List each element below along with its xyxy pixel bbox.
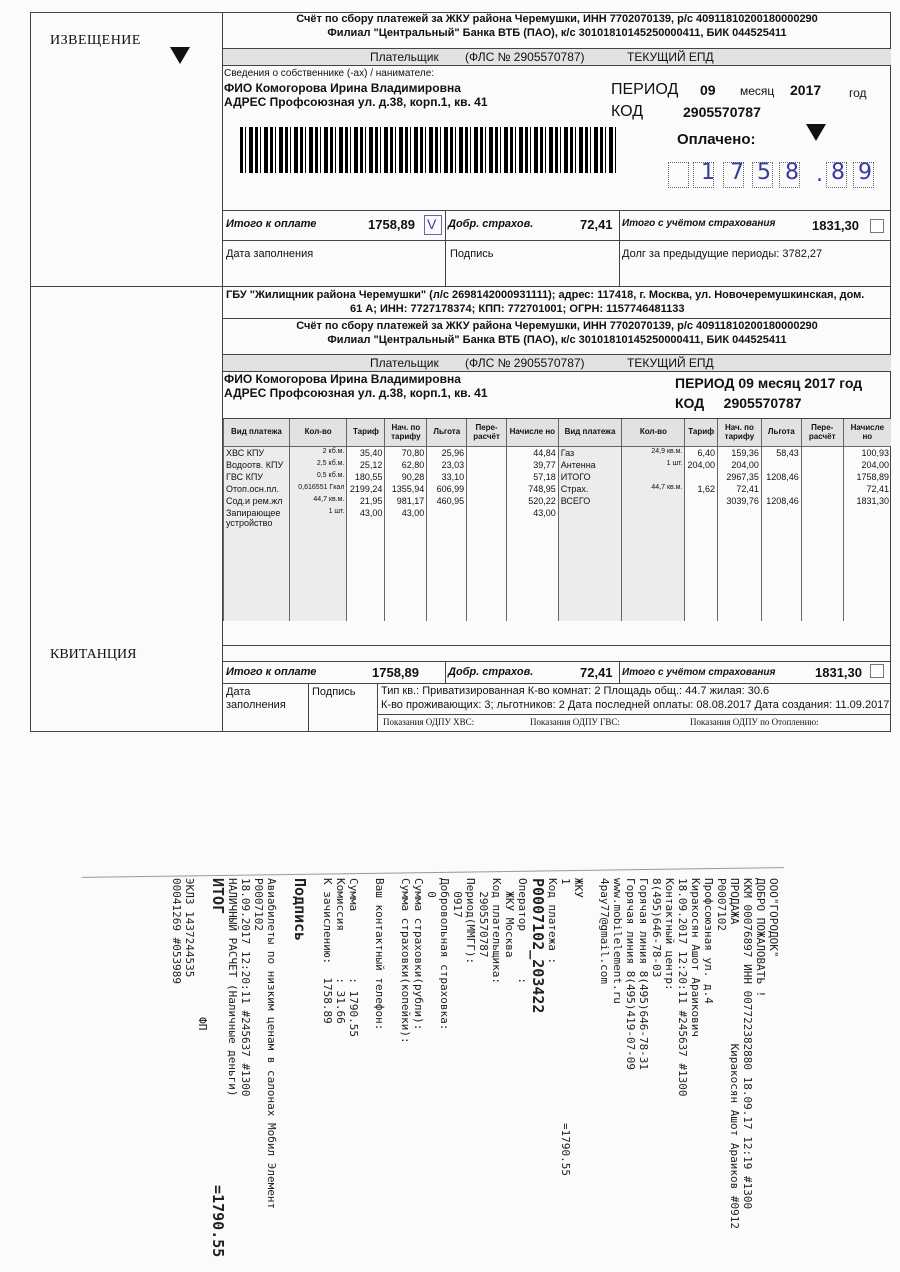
sign-label: Подпись xyxy=(312,686,356,698)
table-header-cell: Пере-расчёт xyxy=(467,418,507,446)
owner-fio: ФИО Комогорова Ирина Владимировна xyxy=(224,372,461,386)
table-header-cell: Вид платежа xyxy=(224,418,290,446)
cheque-line: 8(495)646-78-03 xyxy=(650,878,663,978)
with-insurance-label: Итого с учётом страхования xyxy=(622,218,776,229)
table-cell: 57,18 xyxy=(506,471,558,483)
table-cell xyxy=(761,483,801,495)
paid-digit: 1 xyxy=(701,160,715,185)
debt-label: Долг за предыдущие периоды: 3782,27 xyxy=(622,248,823,260)
cheque-line: ККМ 00076897 ИНН 007722382880 18.09.17 12:19 #1300 xyxy=(741,878,754,1210)
cheque-line: Код плательщика: xyxy=(490,878,503,984)
table-cell: 72,41 xyxy=(843,483,891,495)
paid-label: Оплачено: xyxy=(677,131,756,148)
table-cell xyxy=(427,507,467,529)
table-cell: 1758,89 xyxy=(843,471,891,483)
table-cell: 70,80 xyxy=(385,446,427,459)
table-cell: 2 кб.м. xyxy=(289,446,347,459)
with-insurance-label: Итого с учётом страхования xyxy=(622,667,776,678)
cheque-line: ФП xyxy=(196,878,209,1031)
table-top-line xyxy=(223,418,891,419)
table-cell: 44,7 кв.м. xyxy=(622,483,685,495)
table-cell: 204,00 xyxy=(685,459,718,471)
paid-digit: 8 xyxy=(785,160,799,185)
cheque-lines xyxy=(170,878,780,1258)
table-cell: Водоотв. КПУ xyxy=(224,459,290,471)
table-cell: 0,5 кб.м. xyxy=(289,471,347,483)
total-value: 1758,89 xyxy=(368,217,415,232)
cheque-line: Ваш контактный телефон: xyxy=(373,878,386,1031)
cheque-line: www.mobilelement.ru xyxy=(611,878,624,1004)
cheque-line: Комиссия : 31.66 xyxy=(334,878,347,1024)
table-cell xyxy=(801,471,843,483)
table-cell xyxy=(622,471,685,483)
table-cell: 3039,76 xyxy=(717,495,761,507)
paid-decimal-point: . xyxy=(816,162,823,187)
table-cell xyxy=(801,507,843,529)
cheque-line: ЭКЛЗ 1437244535 xyxy=(183,878,196,978)
table-cell: Запирающее устройство xyxy=(224,507,290,529)
payer-label: Плательщик xyxy=(370,50,439,64)
arrow-down-icon xyxy=(170,47,190,65)
cheque-line: 0 xyxy=(425,878,438,898)
cheque-line xyxy=(360,878,373,1248)
cheque-line: Код платежа : xyxy=(546,878,559,965)
table-cell xyxy=(801,459,843,471)
table-cell: 23,03 xyxy=(427,459,467,471)
cheque-line: ЖКУ Москва xyxy=(503,878,516,958)
cheque-line xyxy=(585,878,598,1248)
apartment-info-line2: К-во проживающих: 3; льготников: 2 Дата последней оплаты: 08.08.2017 Дата создания: 11.09.2017 xyxy=(381,699,890,711)
table-cell: ГВС КПУ xyxy=(224,471,290,483)
table-cell: 25,12 xyxy=(347,459,385,471)
table-cell: 1,62 xyxy=(685,483,718,495)
paid-digit-box[interactable] xyxy=(668,162,689,188)
table-cell: ХВС КПУ xyxy=(224,446,290,459)
table-cell: 204,00 xyxy=(843,459,891,471)
cheque-line xyxy=(308,878,321,1248)
table-cell: ВСЕГО xyxy=(558,495,622,507)
table-header-cell: Нач. по тарифу xyxy=(385,418,427,446)
cheque-line xyxy=(386,878,399,1248)
table-cell xyxy=(685,471,718,483)
table-row xyxy=(224,446,892,459)
cheque-line: Горячая линия 8(495)419-07-09 xyxy=(624,878,637,1071)
table-cell: Страх. xyxy=(558,483,622,495)
notice-header-line1: Счёт по сбору платежей за ЖКУ района Черемушки, ИНН 7702070139, р/с 40911810200180000290 xyxy=(296,13,818,25)
insurance-value: 72,41 xyxy=(580,217,613,232)
cheque-line: Киракосян Ашот Араикович xyxy=(689,878,702,1037)
stub-divider xyxy=(222,12,223,732)
table-cell: 1355,94 xyxy=(385,483,427,495)
gbu-line2: 61 А; ИНН: 7727178374; КПП: 772701001; ОГРН: 1157746481133 xyxy=(350,303,685,315)
table-filler-row xyxy=(224,529,892,621)
table-cell: 33,10 xyxy=(427,471,467,483)
cheque-line: ПРОДАЖА Киракосян Ашот Араиков #0912 xyxy=(728,878,741,1229)
owner-address: АДРЕС Профсоюзная ул. д.38, корп.1, кв. 41 xyxy=(224,386,488,400)
month-word: месяц xyxy=(740,84,775,98)
cheque-line: Подпись xyxy=(291,878,309,942)
receipt-header-line2: Филиал "Центральный" Банка ВТБ (ПАО), к/с 30101810145250000411, БИК 044525411 xyxy=(327,334,787,346)
notice-receipt-divider xyxy=(30,286,891,287)
cheque-line: P0007102 xyxy=(252,878,265,931)
table-header-cell: Тариф xyxy=(685,418,718,446)
with-insurance-value: 1831,30 xyxy=(815,665,862,680)
table-cell xyxy=(467,507,507,529)
cheque-line: 00041269 #053989 xyxy=(170,878,183,984)
totals-divider xyxy=(445,661,446,683)
cheque-line: ДОБРО ПОЖАЛОВАТЬ ! xyxy=(754,878,767,998)
charges-table xyxy=(223,418,891,621)
fill-date-label: Дата заполнения xyxy=(226,248,314,260)
cheque-line: ИТОГ =1790.55 xyxy=(209,878,227,1258)
receipt-header-line1: Счёт по сбору платежей за ЖКУ района Черемушки, ИНН 7702070139, р/с 40911810200180000290 xyxy=(296,320,818,332)
table-cell xyxy=(843,507,891,529)
table-cell: 1208,46 xyxy=(761,471,801,483)
cheque-line: 18.09.2017 12:20:11 #245637 #1300 xyxy=(239,878,252,1097)
odpu-gvs: Показания ОДПУ ГВС: xyxy=(530,717,620,727)
table-cell: 6,40 xyxy=(685,446,718,459)
table-cell: 1208,46 xyxy=(761,495,801,507)
table-cell: 43,00 xyxy=(385,507,427,529)
insurance-checkbox[interactable] xyxy=(870,219,884,233)
cheque-line: P0007102 xyxy=(715,878,728,931)
table-cell: Отоп.осн.пл. xyxy=(224,483,290,495)
table-cell: 2199,24 xyxy=(347,483,385,495)
barcode xyxy=(240,127,616,173)
total-label: Итого к оплате xyxy=(226,218,317,230)
cheque-line: 0917 xyxy=(451,878,464,918)
table-cell: Газ xyxy=(558,446,622,459)
epd-label: ТЕКУЩИЙ ЕПД xyxy=(627,356,714,370)
table-header-cell: Льгота xyxy=(761,418,801,446)
paid-digit: 5 xyxy=(757,160,771,185)
table-cell xyxy=(801,495,843,507)
year-word: год xyxy=(849,86,867,100)
table-cell: 1 шт. xyxy=(289,507,347,529)
gbu-line1: ГБУ "Жилищник района Черемушки" (л/с 2698142000931111); адрес: 117418, г. Москва, ул. Новочеремушкинская, дом. xyxy=(226,289,865,301)
table-header-cell: Начисле но xyxy=(506,418,558,446)
totals-top-line xyxy=(223,210,891,211)
cheque-line: Контактный центр: xyxy=(663,878,676,991)
totals-divider xyxy=(619,661,620,683)
totals-divider xyxy=(445,210,446,286)
table-cell: 44,84 xyxy=(506,446,558,459)
paid-digit: 7 xyxy=(730,160,744,185)
cheque-line: ООО"ГОРОДОК" xyxy=(767,878,780,958)
table-cell: 2,5 кб.м. xyxy=(289,459,347,471)
table-cell: 62,80 xyxy=(385,459,427,471)
table-cell xyxy=(685,507,718,529)
table-cell: Антенна xyxy=(558,459,622,471)
cheque-line: Авиабилеты по низким ценам в салонах Мобил Элемент xyxy=(265,878,278,1210)
receipt-label: КВИТАНЦИЯ xyxy=(50,647,137,662)
insurance-checkbox[interactable] xyxy=(870,664,884,678)
table-cell: 90,28 xyxy=(385,471,427,483)
table-header-cell: Кол-во xyxy=(289,418,347,446)
table-cell: 981,17 xyxy=(385,495,427,507)
cheque-line: Сумма страховки(рубли): xyxy=(412,878,425,1031)
total-value: 1758,89 xyxy=(372,665,419,680)
insurance-label: Добр. страхов. xyxy=(448,218,534,230)
table-cell: ИТОГО xyxy=(558,471,622,483)
cheque-line: Профсоюзная ул. д.4 xyxy=(702,878,715,1004)
owner-fio: ФИО Комогорова Ирина Владимировна xyxy=(224,81,461,95)
owner-address: АДРЕС Профсоюзная ул. д.38, корп.1, кв. 41 xyxy=(224,95,488,109)
check-mark: V xyxy=(427,216,437,232)
receipt-code: КОД 2905570787 xyxy=(675,395,802,411)
totals-divider xyxy=(619,210,620,286)
receipt-totals-top xyxy=(223,661,891,662)
table-cell: 35,40 xyxy=(347,446,385,459)
table-header-cell: Кол-во xyxy=(622,418,685,446)
table-row xyxy=(224,471,892,483)
table-cell xyxy=(801,483,843,495)
with-insurance-value: 1831,30 xyxy=(812,218,859,233)
table-cell: 21,95 xyxy=(347,495,385,507)
odpu-heat: Показания ОДПУ по Отоплению: xyxy=(690,717,819,727)
table-cell xyxy=(622,495,685,507)
cheque-line: Горячая линия 8(495)646-78-31 xyxy=(637,878,650,1071)
table-cell: 606,99 xyxy=(427,483,467,495)
table-cell xyxy=(467,471,507,483)
cheque-line: ЖКУ xyxy=(572,878,585,898)
table-cell: 25,96 xyxy=(427,446,467,459)
owner-caption: Сведения о собственнике (-ах) / нанимателе: xyxy=(224,68,435,79)
cheque-line: Добровольная страховка: xyxy=(438,878,451,1031)
table-cell xyxy=(622,507,685,529)
cheque-line: P0007102_203422 xyxy=(529,878,547,1014)
table-cell: 748,95 xyxy=(506,483,558,495)
receipt-period: ПЕРИОД 09 месяц 2017 год xyxy=(675,375,863,391)
sign-divider xyxy=(377,683,378,732)
code-label: КОД xyxy=(611,103,644,120)
period-year: 2017 xyxy=(790,82,822,98)
table-cell: 100,93 xyxy=(843,446,891,459)
payer-label: Плательщик xyxy=(370,356,439,370)
paid-digit: 8 xyxy=(831,160,845,185)
table-cell: 39,77 xyxy=(506,459,558,471)
table-row xyxy=(224,507,892,529)
table-cell: 460,95 xyxy=(427,495,467,507)
table-cell: 44,7 кв.м. xyxy=(289,495,347,507)
epd-label: ТЕКУЩИЙ ЕПД xyxy=(627,50,714,64)
table-cell xyxy=(467,459,507,471)
table-cell: 180,55 xyxy=(347,471,385,483)
table-cell xyxy=(801,446,843,459)
cheque-line xyxy=(278,878,291,1248)
cheque-line: 1 =1790.55 xyxy=(559,878,572,1177)
table-cell xyxy=(761,507,801,529)
table-row xyxy=(224,495,892,507)
table-header-cell: Пере-расчёт xyxy=(801,418,843,446)
table-cell xyxy=(467,483,507,495)
cheque-line: Период(ММГГ): xyxy=(464,878,477,965)
cheque-line: Оператор : xyxy=(516,878,529,984)
fill-date-label: Дата заполнения xyxy=(226,686,286,711)
table-cell xyxy=(685,495,718,507)
table-cell: 24,9 кв.м. xyxy=(622,446,685,459)
insurance-label: Добр. страхов. xyxy=(448,666,534,678)
table-cell: 0,616551 Гкал xyxy=(289,483,347,495)
table-cell: Сод.и рем.жл xyxy=(224,495,290,507)
period-month: 09 xyxy=(700,82,716,98)
total-label: Итого к оплате xyxy=(226,666,317,678)
cash-register-cheque xyxy=(60,878,780,1258)
table-cell: 159,36 xyxy=(717,446,761,459)
table-cell xyxy=(467,495,507,507)
account-number: (ФЛС № 2905570787) xyxy=(465,50,585,64)
table-cell: 204,00 xyxy=(717,459,761,471)
fill-date-divider xyxy=(308,683,309,732)
cheque-line: 2905570787 xyxy=(477,878,490,958)
table-header-cell: Начисле но xyxy=(843,418,891,446)
table-header-cell: Вид платежа xyxy=(558,418,622,446)
notice-header-line2: Филиал "Центральный" Банка ВТБ (ПАО), к/с 30101810145250000411, БИК 044525411 xyxy=(327,27,787,39)
cheque-line: 18.09.2017 12:20:11 #245637 #1300 xyxy=(676,878,689,1097)
odpu-line xyxy=(377,714,891,715)
table-cell: 58,43 xyxy=(761,446,801,459)
receipt-totals-bottom xyxy=(223,683,891,684)
cheque-line: Сумма : 1790.55 xyxy=(347,878,360,1037)
table-cell xyxy=(558,507,622,529)
table-cell: 2967,35 xyxy=(717,471,761,483)
table-bottom-line xyxy=(223,645,891,646)
table-header-cell: Нач. по тарифу xyxy=(717,418,761,446)
cheque-line: 4pay77@gmail.com xyxy=(598,878,611,984)
table-header-cell: Тариф xyxy=(347,418,385,446)
table-cell: 1 шт. xyxy=(622,459,685,471)
table-header-cell: Льгота xyxy=(427,418,467,446)
cheque-line: НАЛИЧНЫЙ РАСЧЕТ (Наличные деньги) xyxy=(226,878,239,1097)
sign-label: Подпись xyxy=(450,248,494,260)
gbu-bottom-line xyxy=(223,318,891,319)
paid-digit: 9 xyxy=(858,160,872,185)
table-cell xyxy=(717,507,761,529)
cheque-edge xyxy=(82,867,784,878)
insurance-value: 72,41 xyxy=(580,665,613,680)
table-cell: 520,22 xyxy=(506,495,558,507)
table-cell: 72,41 xyxy=(717,483,761,495)
table-cell xyxy=(761,459,801,471)
totals-bottom-line xyxy=(223,240,891,241)
apartment-info-line1: Тип кв.: Приватизированная К-во комнат: 2 Площадь общ.: 44.7 жилая: 30.6 xyxy=(381,685,770,697)
table-row xyxy=(224,483,892,495)
period-label: ПЕРИОД xyxy=(611,81,679,98)
table-cell xyxy=(467,446,507,459)
table-row xyxy=(224,459,892,471)
cheque-line: К зачислению: 1758.89 xyxy=(321,878,334,1024)
notice-label: ИЗВЕЩЕНИЕ xyxy=(50,33,141,48)
table-cell: 43,00 xyxy=(506,507,558,529)
table-cell: 43,00 xyxy=(347,507,385,529)
odpu-hvs: Показания ОДПУ ХВС: xyxy=(383,717,475,727)
account-number: (ФЛС № 2905570787) xyxy=(465,356,585,370)
cheque-line: Сумма страховки(копейки): xyxy=(399,878,412,1044)
arrow-down-icon xyxy=(806,124,826,142)
code-value: 2905570787 xyxy=(683,104,761,120)
table-cell: 1831,30 xyxy=(843,495,891,507)
